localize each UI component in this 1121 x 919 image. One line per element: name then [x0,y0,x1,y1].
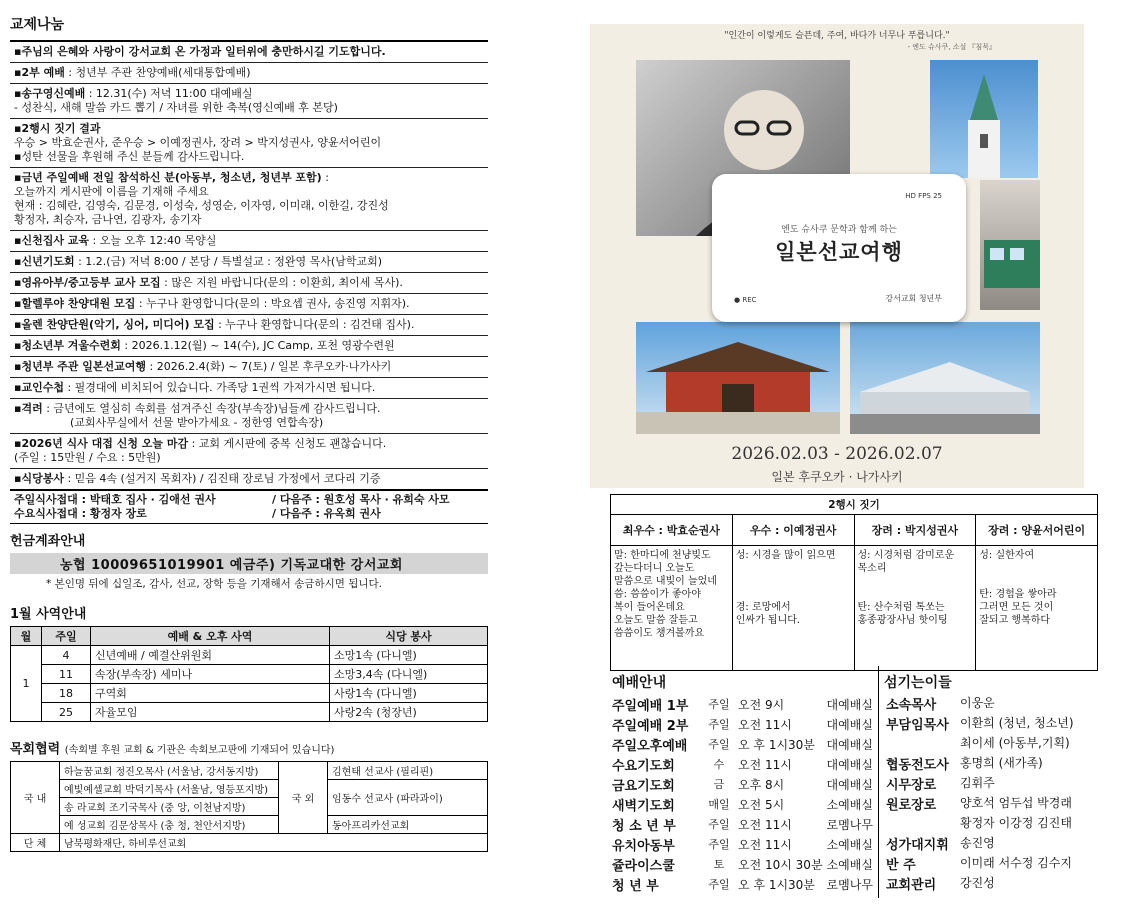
announcement-line: ▪주님의 은혜와 사랑이 강서교회 온 가정과 일터위에 충만하시길 기도합니다. [14,45,386,58]
service-day: 매일 [708,798,730,811]
announcement-item [10,315,488,336]
service-place: 로멤나무 [826,817,873,832]
service-time: 오전 10시 30분 [738,857,823,872]
announcement-item [10,294,488,315]
staff-names: 이미래 서수정 김수지 [960,856,1072,870]
domestic-church [60,816,279,834]
service-time: 오전 11시 [738,817,792,832]
left-column [10,14,488,852]
church-pastor: 박덕기목사 [125,785,177,796]
church-area: (서울남, 영등포지방) [176,785,269,796]
award-category: 최우수 : 박효순권사 [611,515,733,546]
service-day: 주일 [708,698,730,711]
announcement-line: 우승 > 박효순권사, 준우승 > 이예정권사, 장려 > 박지성권사, 양윤서어린이 [14,136,382,149]
domestic-church [60,780,279,798]
table-row [884,714,1076,734]
domestic-church [60,798,279,816]
service-time: 오전 5시 [738,797,785,812]
poem-line: 씀: 씀씀이가 좋아야 [614,589,702,600]
announcement-lead: ▪식당봉사 [14,472,64,485]
announcement-item [10,357,488,378]
service-time: 오 후 1시30분 [738,737,815,752]
award-category: 우수 : 이예정권사 [732,515,854,546]
poster-quote-source: - 엔도 슈사쿠, 소설 『침묵』 [907,43,996,51]
meal-cell: 소망3,4속 (다니엘) [330,665,488,684]
account-title: 헌금계좌안내 [10,534,86,549]
poem-line: 인싸가 됩니다. [735,615,801,626]
poem-line [736,562,851,575]
table-row [884,854,1076,874]
staff-names: 강진성 [960,876,995,890]
church-pastor: 조기국목사 [109,803,161,814]
service-place: 소예배실 [826,837,873,852]
announcement-lead: ▪청년부 주관 일본선교여행 [14,360,146,373]
table-row [610,834,893,854]
monthly-title: 1월 사역안내 [10,607,87,622]
staff-role: 교회관리 [886,878,937,893]
announcement-line: ▪격려 : 금년에도 열심히 속회를 섬겨주신 속장(부속장)님들께 감사드립니다. [14,402,381,415]
staff-role: 원로장로 [886,798,937,813]
announcement-line: ▪금년 주일예배 전일 참석하신 분(아동부, 청소년, 청년부 포함) : [14,171,329,184]
announcement-lead: ▪격려 [14,402,43,415]
service-place: 대예배실 [826,717,873,732]
announcement-line: ▪청소년부 겨울수련회 : 2026.1.12(월) ~ 14(수), JC Camp, 포천 영광수련원 [14,339,395,352]
announcement-lead: ▪교인수첩 [14,381,64,394]
service-name: 청 소 년 부 [612,818,676,834]
announcement-line: ▪올렌 찬양단원(악기, 싱어, 미디어) 모집 : 누구나 환영합니다(문의 : 김건태 집사). [14,318,415,331]
coop-title-text: 목회협력 [10,742,61,757]
poem-line [736,588,851,601]
service-day: 주일 [708,818,730,831]
staff-names: 양호석 엄두섭 박경래 [960,796,1072,810]
staff-names: 송진영 [960,836,995,850]
service-name: 주일예배 2부 [612,718,689,734]
table-row [884,874,1076,894]
overseas-item: 김현태 선교사 (필리핀) [328,762,488,780]
announcement-line: ▪신천집사 교육 : 오늘 오후 12:40 목양실 [14,234,217,247]
table-row [884,814,1076,834]
announcement-line: (주일 : 15만원 / 수요 : 5만원) [14,451,161,464]
staff-role [884,734,958,754]
poem-line: 성: 실한자여 [979,550,1035,561]
domestic-church [60,762,279,780]
sunday-cell: 25 [42,703,91,722]
poem-line: 오늘도 말씀 잘듣고 [614,615,698,626]
poster-quote: "인간이 이렇게도 슬픈데, 주여, 바다가 너무나 푸릅니다." [724,31,950,41]
staff-role [884,814,958,834]
service-time: 오전 9시 [738,697,785,712]
service-place: 소예배실 [826,797,873,812]
announcement-item [10,168,488,231]
service-place: 대예배실 [826,697,873,712]
announcement-list [10,40,488,490]
group-label: 단 체 [11,834,60,852]
poem-line: 목소리 [857,563,887,574]
table-row [610,734,893,754]
poster-title-card [712,174,966,322]
poem-contest-title: 2행시 짓기 [611,495,1098,515]
staff-names: 이웅운 [960,696,995,710]
staff-title: 섬기는이들 [884,675,952,691]
table-row [884,694,1076,714]
announcement-lead: ▪신천집사 교육 [14,234,90,247]
poem-line: 씀씀이도 챙겨볼까요 [614,628,705,639]
table-row [610,814,893,834]
poem-line: 갚는다더니 오늘도 [614,563,695,574]
church-illustration [930,60,1038,178]
service-day: 주일 [708,738,730,751]
announcement-lead: ▪송구영신예배 [14,87,86,100]
museum-photo [850,322,1040,434]
service-place: 로멤나무 [826,877,873,892]
announcement-lead: ▪신년기도회 [14,255,75,268]
meal-cell: 사랑2속 (청장년) [330,703,488,722]
month-cell: 1 [11,646,42,722]
announcement-item [10,399,488,434]
service-place: 대예배실 [826,777,873,792]
table-row [11,816,488,834]
col-event: 예배 & 오후 사역 [91,627,330,646]
table-row [11,834,488,852]
staff-role: 부담임목사 [886,718,949,733]
service-day: 주일 [708,878,730,891]
church-name: 예 성교회 [64,821,109,832]
staff-role: 반 주 [886,858,916,873]
church-photo [930,60,1038,178]
card-hd-label: HD FPS 25 [905,192,942,200]
table-row [610,874,893,894]
service-name: 유치아동부 [612,838,675,854]
staff-role: 시무장로 [886,778,937,793]
staff-role: 협동전도사 [886,758,949,773]
poem-line: 경: 로망에서 [735,602,791,613]
staff-names: 김휘주 [960,776,995,790]
account-number: 농협 10009651019901 예금주) 기독교대한 강서교회 [10,553,488,574]
col-meal: 식당 봉사 [330,627,488,646]
announcement-line: (교회사무실에서 선물 받아가세요 - 정한영 연합속장) [70,416,324,429]
poem-line [736,575,851,588]
col-sunday: 주일 [42,627,91,646]
services-title: 예배안내 [612,675,667,691]
announcement-line: ▪송구영신예배 : 12.31(수) 저녁 11:00 대예배실 [14,87,253,100]
announcement-line: ▪2부 예배 : 청년부 주관 찬양예배(세대통합예배) [14,66,251,79]
service-day: 주일 [708,838,730,851]
table-row [610,774,893,794]
announcement-item [10,378,488,399]
service-name: 수요기도회 [612,758,675,774]
announcement-line: ▪성탄 선물을 후원해 주신 분들께 감사드립니다. [14,150,245,163]
sunday-cell: 18 [42,684,91,703]
church-name: 송 라교회 [64,803,109,814]
announcement-lead: ▪영유아부/중고등부 교사 모집 [14,276,161,289]
service-time: 오전 11시 [738,837,792,852]
account-note: * 본인명 뒤에 십일조, 감사, 선교, 장학 등을 기재해서 송금하시면 됩니다. [46,578,382,590]
announcement-item [10,336,488,357]
overseas-label: 국 외 [279,762,328,834]
poem-line: 잘되고 행복하다 [979,615,1051,626]
table-row [884,794,1076,814]
table-row [610,714,893,734]
service-name: 새벽기도회 [612,798,675,814]
event-cell: 구역회 [91,684,330,703]
table-row [884,754,1076,774]
tram-illustration [980,180,1040,310]
announcement-item [10,469,488,489]
meal-row [14,493,484,507]
col-month: 월 [11,627,42,646]
table-row [884,734,1076,754]
table-row [610,854,893,874]
church-area: (서울남, 강서동지방) [166,767,259,778]
poem-entry [854,546,976,671]
shrine-illustration [636,322,840,434]
service-name: 주일오후예배 [612,738,688,754]
meal-cell: 소망1속 (다니엘) [330,646,488,665]
card-church-label: 강서교회 청년부 [885,294,942,303]
table-row [11,684,488,703]
card-title: 일본선교여행 [775,240,903,264]
service-time: 오전 11시 [738,757,792,772]
service-day: 금 [713,778,725,791]
announcement-item [10,252,488,273]
award-category: 장려 : 박지성권사 [854,515,976,546]
event-cell: 속장(부속장) 세미나 [91,665,330,684]
table-row [11,780,488,798]
poem-line: 말씀으로 내빚이 늘었네 [614,576,717,587]
column-divider [878,666,879,898]
announcement-lead: ▪할렐루야 찬양대원 모집 [14,297,136,310]
monthly-schedule-table [10,626,488,722]
meal-host: 수요식사접대 : 황정자 장로 [14,507,147,520]
announcement-item [10,63,488,84]
poem-entry [611,546,733,671]
staff-role: 성가대지휘 [886,838,949,853]
poem-line: 성: 시경처럼 감미로운 [857,550,955,561]
announcement-lead: ▪2행시 짓기 결과 [14,122,101,135]
staff-role: 소속목사 [886,698,937,713]
poem-line [979,575,1094,588]
church-area: (충 청, 천안서지방) [160,821,246,832]
poem-entry [732,546,854,671]
coop-table [10,761,488,852]
card-subtitle: 엔도 슈사쿠 문학과 함께 하는 [781,225,897,235]
announcement-item [10,84,488,119]
poem-line: 성: 시경을 많이 읽으면 [735,550,836,561]
meal-next: / 다음주 : 유옥희 권사 [272,507,381,520]
announcement-lead: ▪2026년 식사 대접 신청 오늘 마감 [14,437,189,450]
church-name: 예빛예셀교회 [64,785,126,796]
poem-contest-table [610,494,1098,671]
tram-photo [980,180,1040,310]
staff-table [884,694,1076,894]
announcement-line [14,122,486,136]
service-day: 주일 [708,718,730,731]
announcement-lead: ▪금년 주일예배 전일 참석하신 분(아동부, 청소년, 청년부 포함) [14,171,322,184]
table-row [884,774,1076,794]
poem-line: 탄: 산수처럼 톡쏘는 [857,602,945,613]
announcement-item [10,119,488,168]
announcement-line: ▪식당봉사 : 믿음 4속 (설거지 목회자) / 김진태 장로님 가정에서 코다리 기증 [14,472,381,485]
service-place: 대예배실 [826,737,873,752]
event-cell: 자율모임 [91,703,330,722]
card-rec-label: ● REC [734,296,757,304]
domestic-label: 국 내 [11,762,60,834]
announcement-item [10,434,488,469]
service-time: 오 후 1시30분 [738,877,815,892]
poem-entry [976,546,1098,671]
church-pastor: 김문상목사 [109,821,161,832]
announcement-item [10,231,488,252]
table-row [610,694,893,714]
event-cell: 신년예배 / 예결산위원회 [91,646,330,665]
announcement-item [10,273,488,294]
mission-trip-poster [590,24,1084,488]
announcement-line: ▪할렐루야 찬양대원 모집 : 누구나 환영합니다(문의 : 박요셉 권사, 송진영 지휘자). [14,297,410,310]
table-row [11,762,488,780]
section-title-fellowship: 교제나눔 [10,17,65,33]
staff-names: 이환희 (청년, 청소년) [960,716,1074,730]
staff-names: 황정자 이강정 김진태 [960,816,1072,830]
meal-hosts [10,490,488,524]
table-row [11,646,488,665]
poem-line: 그러면 모든 것이 [979,602,1054,613]
announcement-line: ▪신년기도회 : 1.2.(금) 저녁 8:00 / 본당 / 특별설교 : 정완영 목사(남학교회) [14,255,383,268]
table-row [11,665,488,684]
poster-date: 2026.02.03 - 2026.02.07 [731,444,943,464]
meal-next: / 다음주 : 원호성 목사 · 유희숙 사모 [272,493,450,506]
table-row [884,834,1076,854]
poem-line: 말: 한마디에 천냥빚도 [614,550,711,561]
announcement-line: ▪영유아부/중고등부 교사 모집 : 많은 지원 바랍니다(문의 : 이환희, 최이세 목사). [14,276,403,289]
service-day: 토 [713,858,725,871]
poster-place: 일본 후쿠오카 · 나가사키 [771,470,903,484]
church-area: (중 앙, 이천남지방) [160,803,246,814]
coop-note: (속회별 후원 교회 & 기관은 속회보고판에 기재되어 있습니다) [64,745,335,756]
poem-line: 복이 들어온데요 [614,602,685,613]
sunday-cell: 4 [42,646,91,665]
announcement-line: - 성찬식, 새해 말씀 카드 뽑기 / 자녀를 위한 축복(영신예배 후 본당) [14,101,338,114]
staff-names: 홍명희 (새가족) [960,756,1043,770]
announcement-line: 현재 : 김혜란, 김영숙, 김문경, 이성숙, 성영순, 이자영, 이미래, 이한길, 강진성 [14,199,389,212]
service-day: 수 [713,758,725,771]
announcement-line: ▪교인수첩 : 필경대에 비치되어 있습니다. 가족당 1권씩 가져가시면 됩니다. [14,381,376,394]
announcement-item [10,42,488,63]
service-name: 금요기도회 [612,778,675,794]
announcement-line: 황정자, 최승자, 금나연, 김광자, 송기자 [14,213,202,226]
service-time: 오후 8시 [738,777,785,792]
announcement-line: ▪청년부 주관 일본선교여행 : 2026.2.4(화) ~ 7(토) / 일본 후쿠오카·나가사키 [14,360,392,373]
announcement-line: ▪2026년 식사 대접 신청 오늘 마감 : 교회 게시판에 중복 신청도 괜찮습니다. [14,437,387,450]
overseas-item: 동아프리카선교회 [328,816,488,834]
sunday-cell: 11 [42,665,91,684]
table-row [610,754,893,774]
poem-line [858,575,973,588]
church-pastor: 정진오목사 [115,767,167,778]
overseas-item: 임동수 선교사 (파라과이) [328,780,488,816]
services-table [610,694,893,894]
coop-title [10,738,488,757]
church-name: 하늘꿈교회 [64,767,116,778]
service-place: 소예배실 [826,857,873,872]
service-place: 대예배실 [826,757,873,772]
poem-line: 홍종광장사님 핫이팅 [857,615,948,626]
service-name: 청 년 부 [612,878,659,894]
announcement-lead: ▪청소년부 겨울수련회 [14,339,121,352]
staff-names: 최이세 (아동부,기획) [960,736,1070,750]
poem-line: 탄: 경험을 쌓아라 [979,589,1057,600]
service-time: 오전 11시 [738,717,792,732]
meal-row [14,507,484,521]
announcement-lead: ▪2부 예배 [14,66,65,79]
announcement-line: 오늘까지 게시판에 이름을 기재해 주세요 [14,185,209,198]
poem-line [858,588,973,601]
poem-line [979,562,1094,575]
museum-illustration [850,322,1040,434]
shrine-photo [636,322,840,434]
service-name: 쥴라이스쿨 [612,858,675,874]
meal-cell: 사랑1속 (다니엘) [330,684,488,703]
group-value: 남북평화재단, 하비루선교회 [60,834,488,852]
table-row [11,703,488,722]
announcement-lead: ▪올렌 찬양단원(악기, 싱어, 미디어) 모집 [14,318,215,331]
meal-host: 주일식사접대 : 박태호 집사 · 김애선 권사 [14,493,216,506]
table-row [610,794,893,814]
award-category: 장려 : 양윤서어린이 [976,515,1098,546]
service-name: 주일예배 1부 [612,698,689,714]
